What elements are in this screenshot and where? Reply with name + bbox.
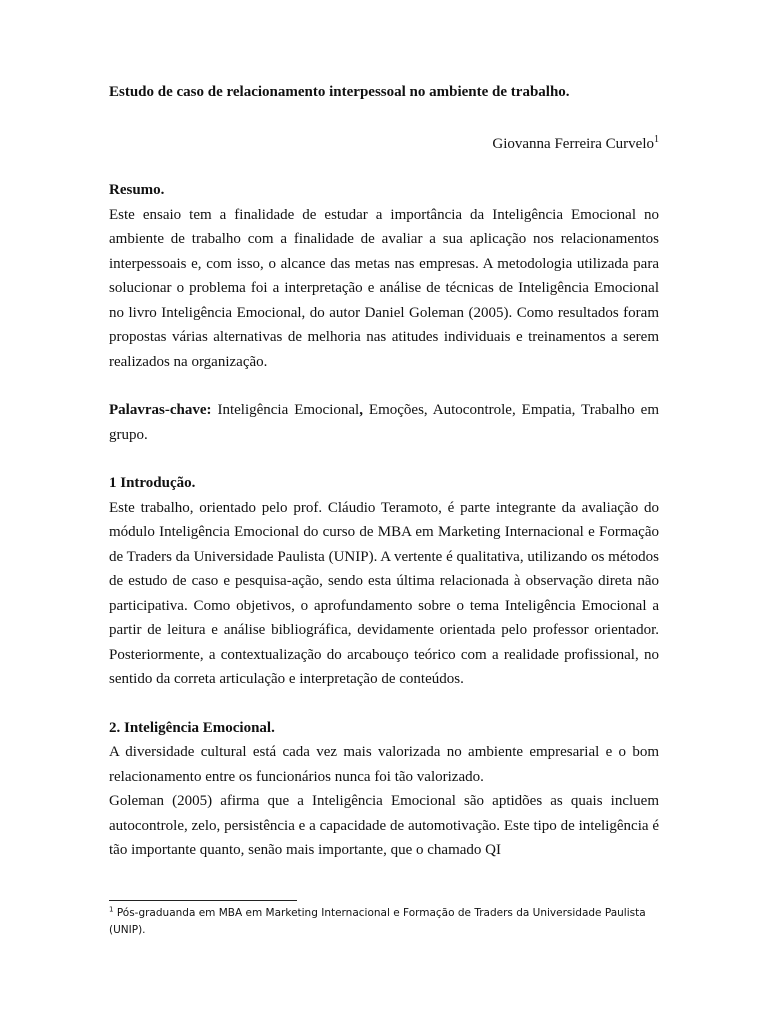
abstract-heading: Resumo.	[109, 182, 165, 198]
keywords-separator: ,	[359, 402, 363, 418]
document-title: Estudo de caso de relacionamento interpessoal no ambiente de trabalho.	[109, 84, 570, 100]
keywords-section	[109, 398, 659, 447]
author-footnote-mark: 1	[654, 134, 659, 145]
author-line	[109, 132, 659, 156]
emotional-intelligence-paragraph-1: A diversidade cultural está cada vez mais valorizada no ambiente empresarial e o bom relacionamento entre os funcionários nunca foi tão valorizado.	[109, 744, 659, 785]
keywords-rest: Emoções, Autocontrole, Empatia, Trabalho em grupo.	[109, 402, 659, 443]
document-page	[109, 80, 659, 863]
emotional-intelligence-section	[109, 716, 659, 863]
footnote-mark: 1	[109, 905, 114, 914]
keywords-label: Palavras-chave:	[109, 402, 212, 418]
introduction-section	[109, 471, 659, 692]
keywords-paragraph	[109, 398, 659, 447]
introduction-text: Este trabalho, orientado pelo prof. Cláudio Teramoto, é parte integrante da avaliação do módulo Inteligência Emocional do curso de MBA em Marketing Internacional e Formação de Traders da Universidade Paulista (UNIP). A vertente é qualitativa, utilizando os métodos de estudo de caso e pesquisa-ação, sendo esta última relacionada à observação direta não participativa. Como objetivos, o aprofundamento sobre o tema Inteligência Emocional a partir de leitura e análise bibliográfica, devidamente orientada pelo professor orientador. Posteriormente, a contextualização do arcabouço teórico com a realidade profissional, no sentido da correta articulação e interpretação de conteúdos.	[109, 499, 659, 687]
emotional-intelligence-heading: 2. Inteligência Emocional.	[109, 719, 275, 736]
abstract-text: Este ensaio tem a finalidade de estudar a importância da Inteligência Emocional no ambiente de trabalho com a finalidade de avaliar a sua aplicação nos relacionamentos interpessoais e, com isso, o alcance das metas nas empresas. A metodologia utilizada para solucionar o problema foi a interpretação e análise de técnicas de Inteligência Emocional no livro Inteligência Emocional, do autor Daniel Goleman (2005). Como resultados foram propostas várias alternativas de melhoria nas atitudes individuais e treinamentos a serem realizados na organização.	[109, 206, 659, 370]
emotional-intelligence-paragraph-2: Goleman (2005) afirma que a Inteligência Emocional são aptidões as quais incluem autocontrole, zelo, persistência e a capacidade de automotivação. Este tipo de inteligência é tão importante quanto, senão mais importante, que o chamado QI	[109, 793, 659, 858]
footnote-separator	[109, 900, 297, 901]
footnote	[109, 905, 669, 939]
footnote-text: Pós-graduanda em MBA em Marketing Internacional e Formação de Traders da Universidade Paulista (UNIP).	[109, 907, 646, 936]
abstract-section	[109, 178, 659, 374]
author-name: Giovanna Ferreira Curvelo	[492, 136, 654, 152]
keywords-first: Inteligência Emocional	[217, 402, 360, 418]
introduction-heading: 1 Introdução.	[109, 475, 196, 491]
